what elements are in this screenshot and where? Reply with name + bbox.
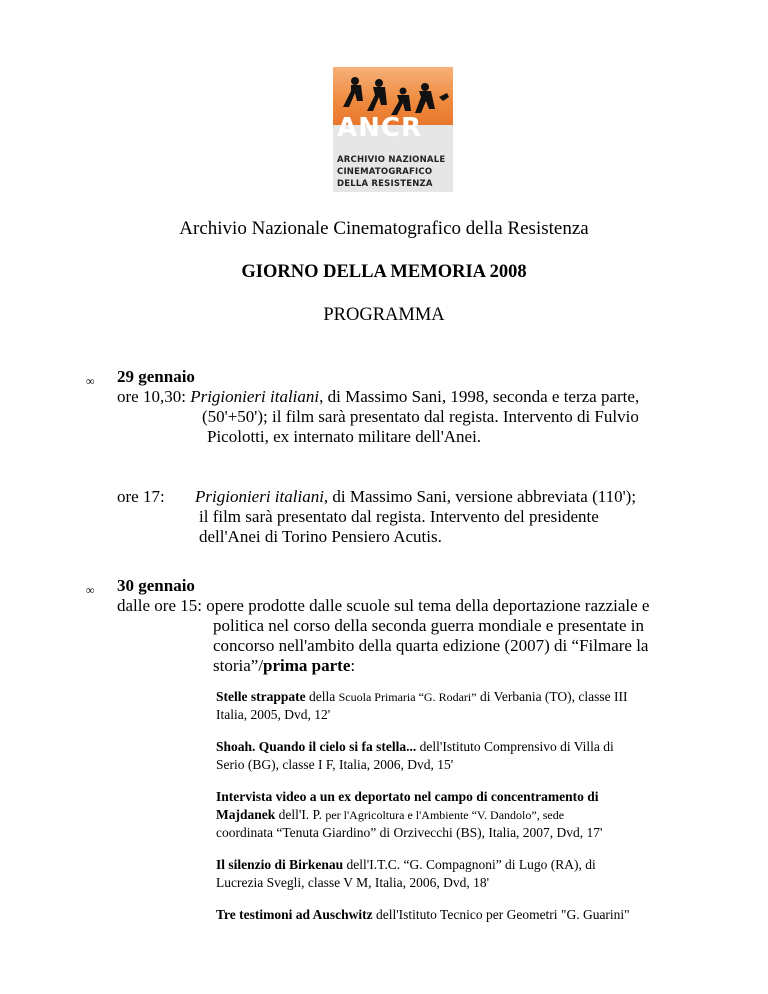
- film-entry: [216, 806, 564, 824]
- film-details: , di Massimo Sani, versione abbreviata (110');: [323, 487, 637, 506]
- text-fragment: :: [350, 656, 356, 675]
- text-fragment: storia”/: [213, 656, 264, 675]
- day1-session1-line3: Picolotti, ex internato militare dell'Anei.: [207, 427, 482, 446]
- session-desc: opere prodotte dalle scuole sul tema della deportazione razziale e: [201, 596, 650, 615]
- logo-line-2: CINEMATOGRAFICO: [337, 167, 433, 177]
- part-label: prima parte: [263, 656, 351, 675]
- day2-line2: politica nel corso della seconda guerra mondiale e presentate in: [213, 616, 644, 635]
- film-title: Tre testimoni ad Auschwitz: [216, 907, 373, 922]
- logo-line-3: DELLA RESISTENZA: [337, 179, 433, 189]
- film-entry: [216, 856, 596, 874]
- logo-acronym: ANCR: [337, 113, 422, 143]
- day1-date: 29 gennaio: [117, 367, 195, 386]
- text-fragment: dell'I.T.C. “G. Compagnoni” di Lugo (RA), di: [343, 857, 596, 872]
- film-entry: [216, 688, 628, 706]
- film-title: Majdanek: [216, 807, 276, 822]
- day1-session1-line2: (50'+50'); il film sarà presentato dal regista. Intervento di Fulvio: [202, 407, 639, 426]
- session-time: ore 10,30:: [117, 387, 186, 406]
- bullet-icon: ∞: [86, 583, 95, 597]
- day1-session2-line3: dell'Anei di Torino Pensiero Acutis.: [199, 527, 442, 546]
- film-entry: [216, 906, 630, 924]
- day2-line4: [213, 656, 355, 676]
- session-time: dalle ore 15:: [117, 596, 202, 615]
- day2-line1: [117, 596, 649, 616]
- day1-session2-line1: [195, 487, 636, 507]
- day2-line3: concorso nell'ambito della quarta edizione (2007) di “Filmare la: [213, 636, 649, 655]
- school-name: per l'Agricoltura e l'Ambiente: [325, 808, 469, 822]
- text-fragment: “V. Dandolo”, sede: [468, 808, 565, 822]
- film-entry-line2: Serio (BG), classe I F, Italia, 2006, Dvd, 15': [216, 757, 454, 772]
- bullet-icon: ∞: [86, 374, 95, 388]
- film-entry-line2: Lucrezia Svegli, classe V M, Italia, 2006, Dvd, 18': [216, 875, 489, 890]
- day1-session1-line1: [117, 387, 639, 407]
- day2-date: 30 gennaio: [117, 576, 195, 595]
- film-title: Prigionieri italiani: [195, 487, 324, 506]
- film-entry: [216, 738, 614, 756]
- film-title: Intervista video a un ex deportato nel campo di concentramento di: [216, 789, 599, 804]
- logo-line-1: ARCHIVIO NAZIONALE: [337, 155, 446, 165]
- film-entry-line2: Italia, 2005, Dvd, 12': [216, 707, 331, 722]
- text-fragment: dell'Istituto Tecnico per Geometri "G. Guarini": [372, 907, 630, 922]
- text-fragment: dell'I. P.: [275, 807, 326, 822]
- program-heading: PROGRAMMA: [323, 305, 445, 325]
- film-title: Il silenzio di Birkenau: [216, 857, 344, 872]
- film-title: Shoah. Quando il cielo si fa stella...: [216, 739, 417, 754]
- ancr-logo: [333, 67, 453, 192]
- text-fragment: della: [305, 689, 339, 704]
- org-name: Archivio Nazionale Cinematografico della Resistenza: [179, 218, 589, 239]
- film-title: Prigionieri italiani: [190, 387, 320, 406]
- day1-session2-line2: il film sarà presentato dal regista. Intervento del presidente: [199, 507, 599, 526]
- film-entry-line3: coordinata “Tenuta Giardino” di Orzivecchi (BS), Italia, 2007, Dvd, 17': [216, 825, 603, 840]
- text-fragment: di Verbania (TO), classe III: [476, 689, 628, 704]
- film-details: , di Massimo Sani, 1998, seconda e terza parte,: [319, 387, 640, 406]
- event-title: GIORNO DELLA MEMORIA 2008: [241, 262, 527, 282]
- text-fragment: dell'Istituto Comprensivo di Villa di: [416, 739, 614, 754]
- day1-session2-time: ore 17:: [117, 487, 165, 506]
- school-name: Scuola Primaria “G. Rodari”: [338, 690, 477, 704]
- film-title: Stelle strappate: [216, 689, 306, 704]
